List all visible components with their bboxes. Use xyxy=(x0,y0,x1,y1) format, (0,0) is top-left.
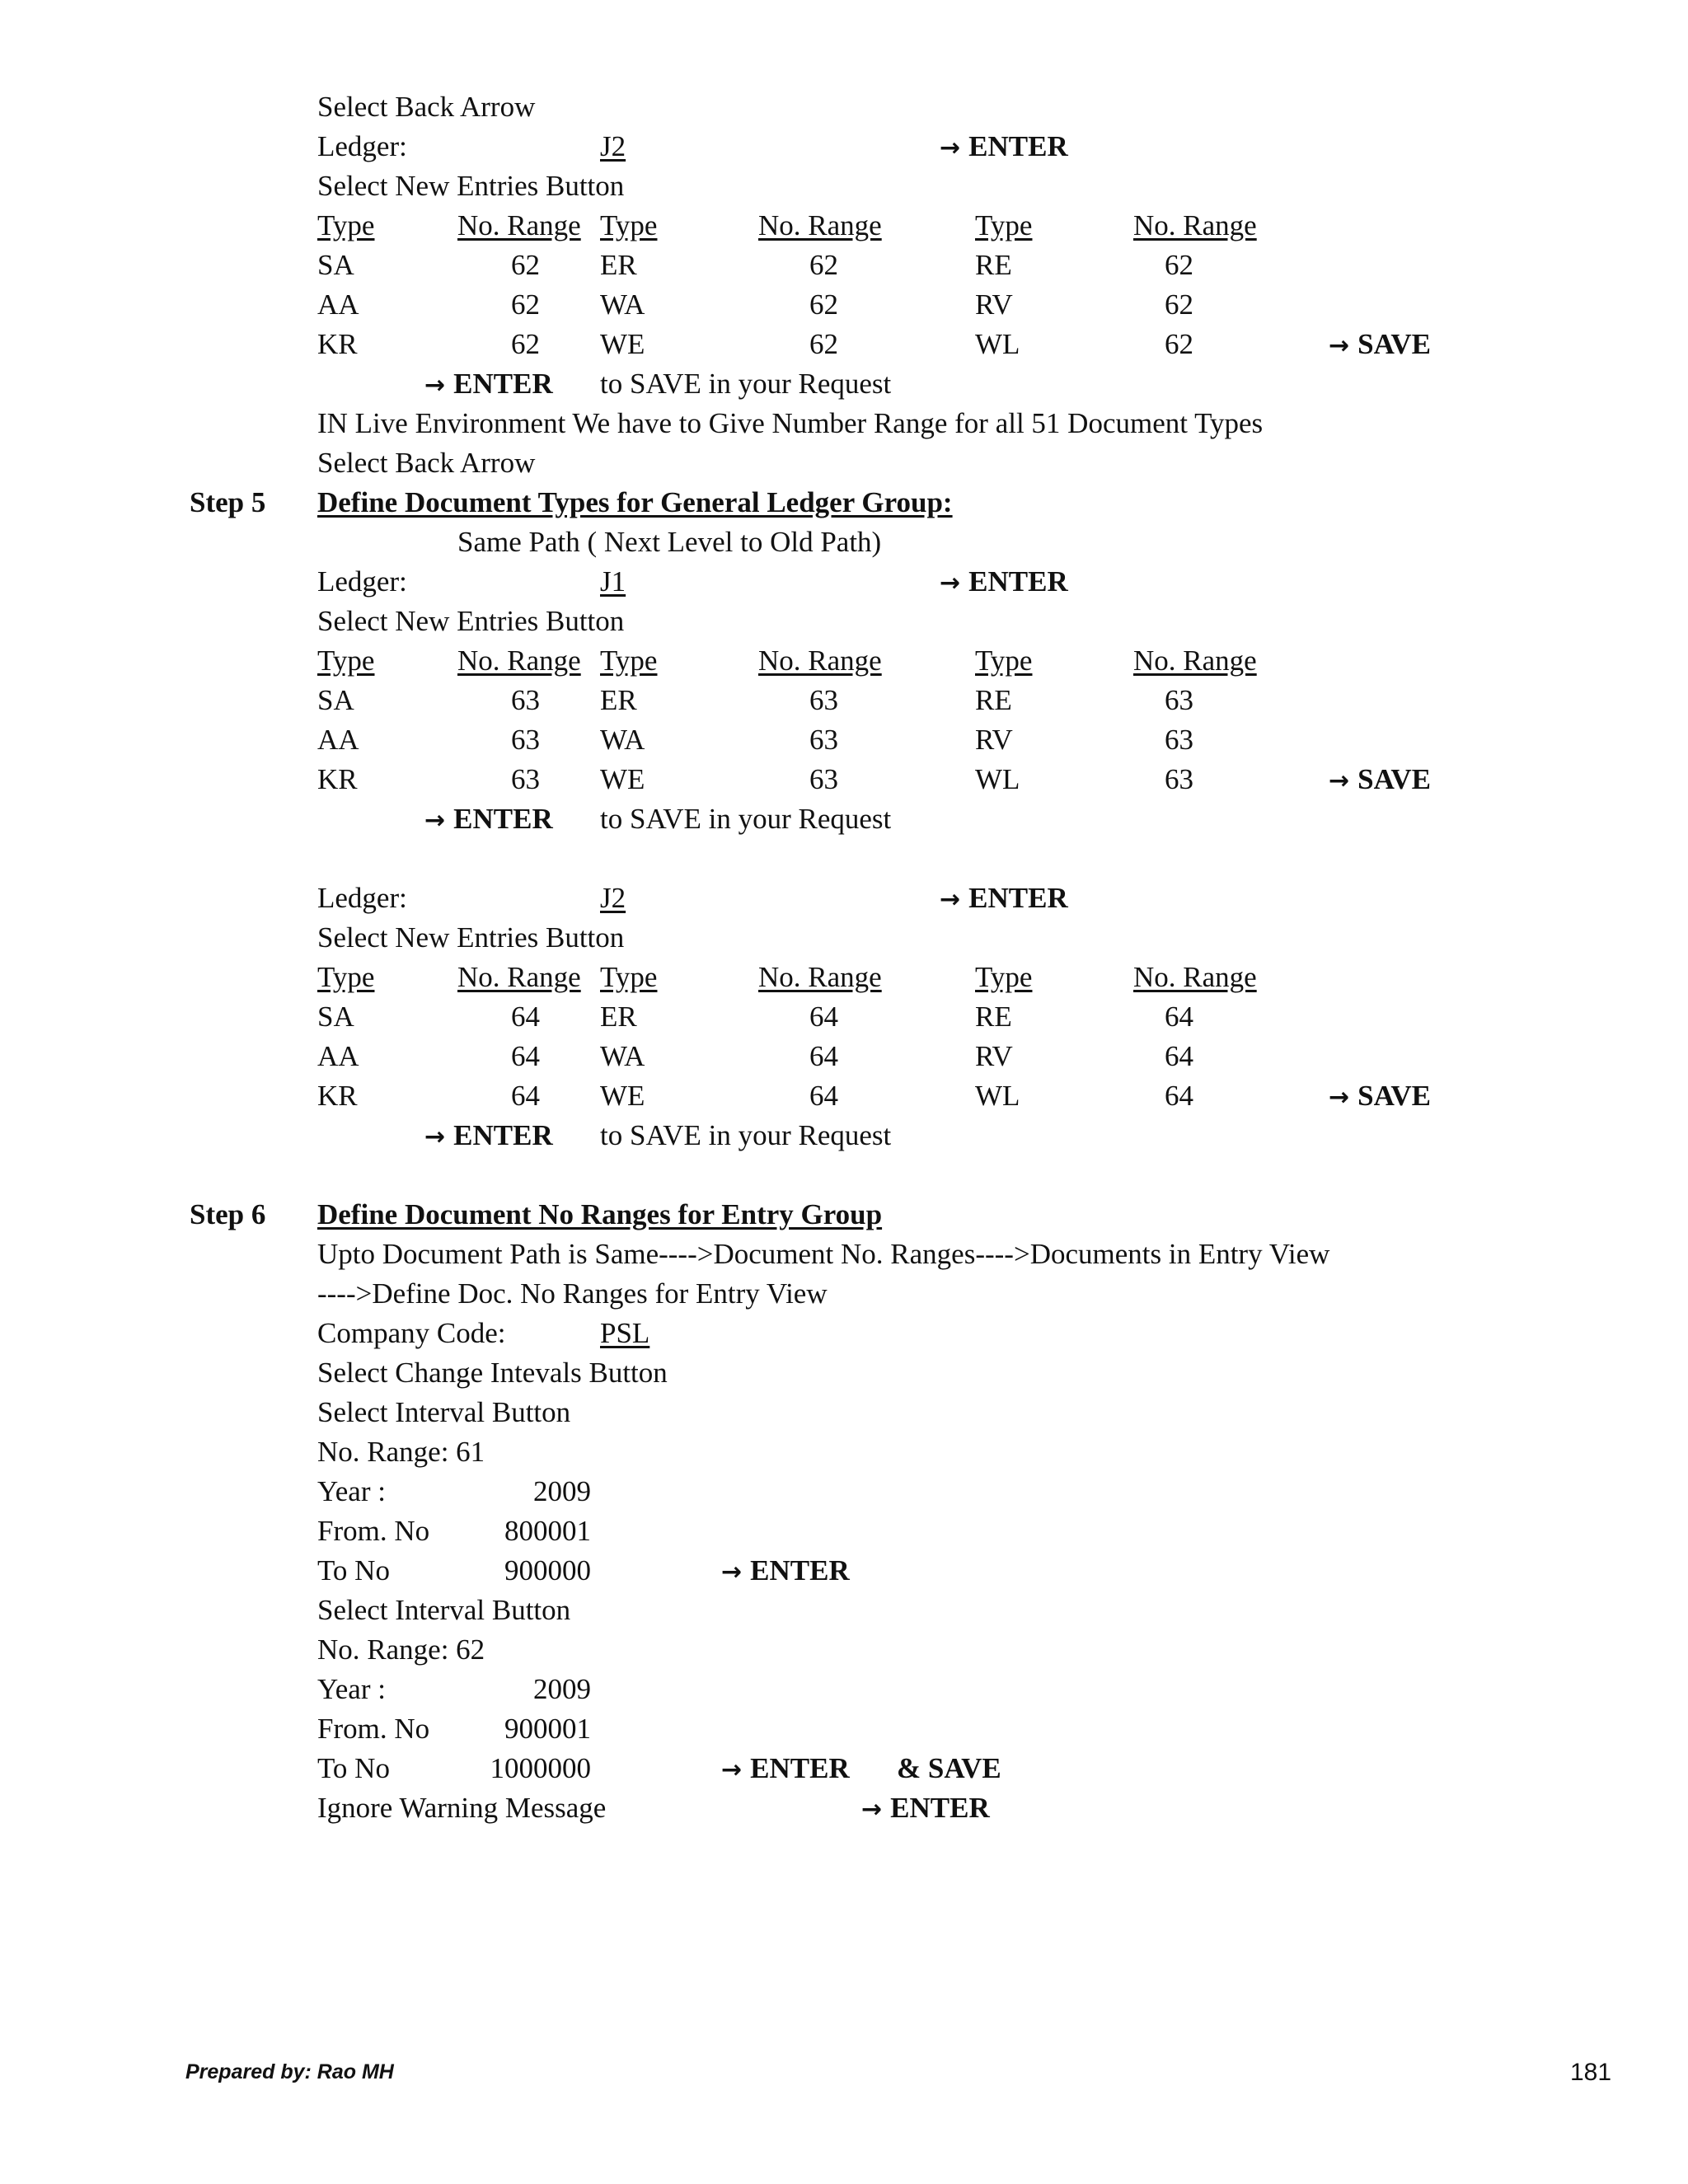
live-environment-note: IN Live Environment We have to Give Number Range for all 51 Document Types xyxy=(317,407,1264,439)
table-header: No. Range xyxy=(457,644,581,677)
table-cell: SA xyxy=(317,1001,354,1033)
enter-label: ENTER xyxy=(968,130,1068,162)
enter-instruction xyxy=(721,1556,850,1585)
table-cell: WA xyxy=(600,724,645,756)
enter-label: ENTER xyxy=(750,1554,850,1586)
table-cell: 63 xyxy=(1165,684,1193,716)
table-cell: 64 xyxy=(1165,1080,1193,1112)
table-cell: 63 xyxy=(1165,724,1193,756)
table-cell: 64 xyxy=(511,1001,540,1033)
table-cell: RV xyxy=(975,1040,1013,1072)
table-header: Type xyxy=(975,961,1033,993)
change-intervals-text: Select Change Intevals Button xyxy=(317,1357,668,1389)
table-header: Type xyxy=(317,209,375,241)
save-request-text: to SAVE in your Request xyxy=(600,1119,892,1151)
save-label: SAVE xyxy=(1357,328,1431,360)
table-cell: 62 xyxy=(1165,249,1193,281)
table-cell: WL xyxy=(975,328,1020,360)
save-request-text: to SAVE in your Request xyxy=(600,368,892,400)
enter-instruction xyxy=(861,1793,990,1822)
table-cell: 63 xyxy=(809,684,838,716)
table-cell: SA xyxy=(317,684,354,716)
table-cell: WE xyxy=(600,328,645,360)
table-cell: WA xyxy=(600,288,645,321)
table-header: Type xyxy=(975,644,1033,677)
table-cell: RE xyxy=(975,684,1012,716)
path-line: ---->Define Doc. No Ranges for Entry View xyxy=(317,1277,828,1310)
select-interval-text: Select Interval Button xyxy=(317,1396,571,1428)
step-title: Define Document Types for General Ledger Group: xyxy=(317,486,953,518)
ledger-value: J2 xyxy=(600,130,626,162)
step-title: Define Document No Ranges for Entry Group xyxy=(317,1198,883,1230)
table-cell: 64 xyxy=(809,1040,838,1072)
save-request-text: to SAVE in your Request xyxy=(600,803,892,835)
enter-instruction xyxy=(424,804,553,833)
enter-instruction xyxy=(940,132,1068,161)
new-entries-text: Select New Entries Button xyxy=(317,170,625,202)
table-header: No. Range xyxy=(457,961,581,993)
year-label: Year : xyxy=(317,1673,386,1705)
year-value: 2009 xyxy=(533,1673,591,1705)
path-line: Upto Document Path is Same---->Document No. Ranges---->Documents in Entry View xyxy=(317,1238,1330,1270)
arrow-right-icon: → xyxy=(424,371,446,400)
table-cell: 64 xyxy=(1165,1040,1193,1072)
enter-label: ENTER xyxy=(453,1119,553,1151)
save-instruction xyxy=(1329,330,1431,359)
ledger-value: J2 xyxy=(600,882,626,914)
table-cell: 63 xyxy=(511,684,540,716)
save-instruction xyxy=(1329,1081,1431,1110)
enter-label: ENTER xyxy=(968,882,1068,914)
from-no-value: 900001 xyxy=(504,1713,591,1745)
table-cell: RV xyxy=(975,288,1013,321)
table-header: No. Range xyxy=(1133,209,1257,241)
table-cell: 62 xyxy=(809,328,838,360)
table-cell: 62 xyxy=(511,288,540,321)
table-cell: KR xyxy=(317,328,358,360)
arrow-right-icon: → xyxy=(940,134,961,162)
no-range-text: No. Range: 62 xyxy=(317,1633,485,1666)
table-cell: AA xyxy=(317,1040,359,1072)
table-header: Type xyxy=(600,961,658,993)
arrow-right-icon: → xyxy=(721,1558,743,1586)
table-cell: 63 xyxy=(809,724,838,756)
path-note: Same Path ( Next Level to Old Path) xyxy=(457,526,882,558)
year-label: Year : xyxy=(317,1475,386,1507)
table-cell: 62 xyxy=(511,249,540,281)
save-instruction xyxy=(1329,765,1431,794)
table-cell: ER xyxy=(600,249,637,281)
arrow-right-icon: → xyxy=(940,569,961,598)
arrow-right-icon: → xyxy=(424,806,446,835)
ignore-warning-text: Ignore Warning Message xyxy=(317,1792,607,1824)
table-cell: RV xyxy=(975,724,1013,756)
from-no-label: From. No xyxy=(317,1713,430,1745)
page-number: 181 xyxy=(1570,2059,1612,2086)
table-header: Type xyxy=(975,209,1033,241)
to-no-value: 1000000 xyxy=(490,1752,591,1784)
table-cell: ER xyxy=(600,684,637,716)
new-entries-text: Select New Entries Button xyxy=(317,921,625,954)
table-cell: 63 xyxy=(511,763,540,795)
to-no-label: To No xyxy=(317,1554,390,1586)
step-label: Step 5 xyxy=(190,486,266,518)
table-cell: 62 xyxy=(809,288,838,321)
table-cell: 64 xyxy=(1165,1001,1193,1033)
company-code-value: PSL xyxy=(600,1317,650,1349)
and-save-label: & SAVE xyxy=(897,1752,1001,1784)
enter-label: ENTER xyxy=(750,1752,850,1784)
footer-prepared-by: Prepared by: Rao MH xyxy=(185,2060,394,2083)
arrow-right-icon: → xyxy=(424,1122,446,1151)
step-label: Step 6 xyxy=(190,1198,266,1230)
table-header: No. Range xyxy=(1133,961,1257,993)
ledger-value: J1 xyxy=(600,565,626,598)
year-value: 2009 xyxy=(533,1475,591,1507)
ledger-label: Ledger: xyxy=(317,565,407,598)
from-no-label: From. No xyxy=(317,1515,430,1547)
new-entries-text: Select New Entries Button xyxy=(317,605,625,637)
table-cell: SA xyxy=(317,249,354,281)
select-back-arrow-text: Select Back Arrow xyxy=(317,91,536,123)
arrow-right-icon: → xyxy=(1329,766,1350,795)
table-cell: WE xyxy=(600,763,645,795)
enter-instruction xyxy=(424,369,553,398)
table-cell: 63 xyxy=(809,763,838,795)
table-cell: 62 xyxy=(511,328,540,360)
select-interval-text: Select Interval Button xyxy=(317,1594,571,1626)
table-cell: RE xyxy=(975,249,1012,281)
table-header: No. Range xyxy=(1133,644,1257,677)
arrow-right-icon: → xyxy=(721,1755,743,1784)
company-code-label: Company Code: xyxy=(317,1317,506,1349)
table-header: Type xyxy=(600,644,658,677)
table-header: Type xyxy=(317,961,375,993)
save-label: SAVE xyxy=(1357,763,1431,795)
table-cell: KR xyxy=(317,1080,358,1112)
enter-instruction xyxy=(940,883,1068,912)
table-cell: ER xyxy=(600,1001,637,1033)
table-cell: 62 xyxy=(809,249,838,281)
table-cell: WL xyxy=(975,763,1020,795)
enter-label: ENTER xyxy=(890,1792,990,1824)
arrow-right-icon: → xyxy=(940,885,961,914)
table-header: No. Range xyxy=(758,644,882,677)
table-cell: 63 xyxy=(511,724,540,756)
to-no-label: To No xyxy=(317,1752,390,1784)
enter-instruction xyxy=(940,567,1068,596)
table-cell: AA xyxy=(317,288,359,321)
from-no-value: 800001 xyxy=(504,1515,591,1547)
select-back-arrow-text: Select Back Arrow xyxy=(317,447,536,479)
table-cell: KR xyxy=(317,763,358,795)
ledger-label: Ledger: xyxy=(317,130,407,162)
arrow-right-icon: → xyxy=(1329,1083,1350,1112)
arrow-right-icon: → xyxy=(861,1795,883,1824)
table-cell: 62 xyxy=(1165,288,1193,321)
arrow-right-icon: → xyxy=(1329,331,1350,360)
enter-instruction xyxy=(721,1754,850,1783)
table-header: Type xyxy=(600,209,658,241)
table-header: Type xyxy=(317,644,375,677)
table-cell: WA xyxy=(600,1040,645,1072)
table-cell: RE xyxy=(975,1001,1012,1033)
table-cell: AA xyxy=(317,724,359,756)
table-cell: WE xyxy=(600,1080,645,1112)
table-cell: 64 xyxy=(809,1080,838,1112)
table-cell: 64 xyxy=(511,1040,540,1072)
table-cell: WL xyxy=(975,1080,1020,1112)
table-header: No. Range xyxy=(758,209,882,241)
table-header: No. Range xyxy=(457,209,581,241)
table-cell: 64 xyxy=(511,1080,540,1112)
table-cell: 63 xyxy=(1165,763,1193,795)
save-label: SAVE xyxy=(1357,1080,1431,1112)
table-header: No. Range xyxy=(758,961,882,993)
enter-instruction xyxy=(424,1121,553,1150)
enter-label: ENTER xyxy=(453,368,553,400)
enter-label: ENTER xyxy=(968,565,1068,598)
enter-label: ENTER xyxy=(453,803,553,835)
no-range-text: No. Range: 61 xyxy=(317,1436,485,1468)
table-cell: 64 xyxy=(809,1001,838,1033)
table-cell: 62 xyxy=(1165,328,1193,360)
to-no-value: 900000 xyxy=(504,1554,591,1586)
ledger-label: Ledger: xyxy=(317,882,407,914)
